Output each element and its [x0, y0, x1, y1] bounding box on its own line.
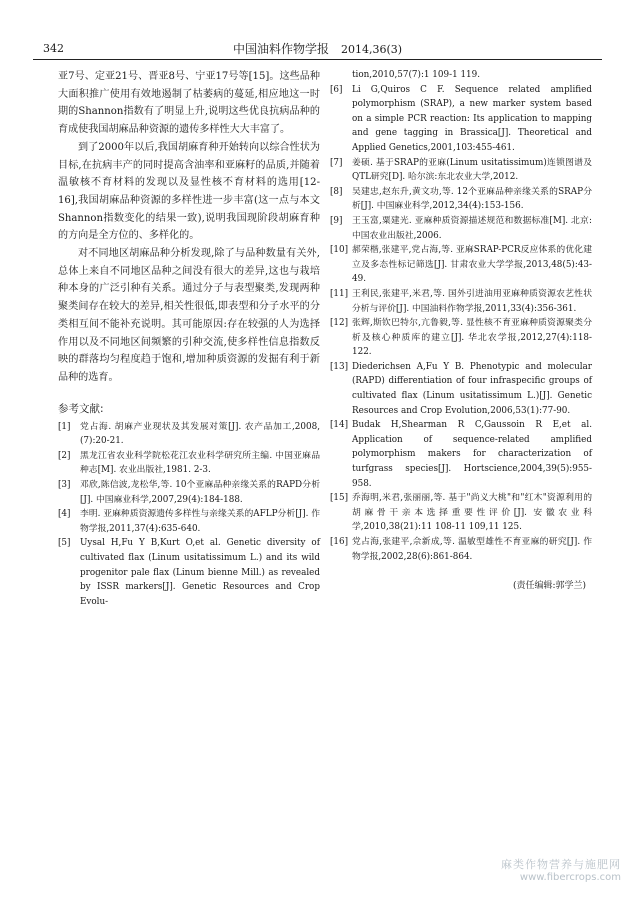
watermark: [501, 856, 621, 883]
reference-number: [6]: [330, 84, 343, 95]
journal-title: 中国油料作物学报: [232, 42, 329, 56]
editor-credit: (责任编辑:郭学兰): [512, 581, 586, 592]
reference-item: [330, 360, 592, 418]
body-paragraph: 到了2000年以后,我国胡麻育种开始转向以综合性状为目标,在抗病丰产的同时提高含油率和亚麻籽的品质,并随着温敏核不育材料的发现以及显性核不育材料的选用[12-16],我国胡麻品种资源的多样性进一步丰富(这一点与本文Shannon指数变化的结果一致),说明我国现阶段胡麻育种的方向是全方位的、多样化的。: [58, 141, 320, 242]
reference-item: [58, 478, 320, 507]
reference-item: [58, 507, 320, 536]
reference-text: 邓欣,陈信波,龙松华,等. 10个亚麻品种亲缘关系的RAPD分析[J]. 中国麻业科学,2007,29(4):184-188.: [80, 480, 320, 505]
reference-text: 姜硕. 基于SRAP的亚麻(Linum usitatissimum)连锁图谱及QTL研究[D]. 哈尔滨:东北农业大学,2012.: [352, 157, 592, 183]
reference-item: [58, 449, 320, 478]
body-paragraph: 亚7号、定亚21号、晋亚8号、宁亚17号等[15]。这些品种大面积推广使用有效地遏制了枯萎病的蔓延,相应地这一时期的Shannon指数有了明显上升,说明这些优良抗病品种的育成使我国胡麻品种资源的遗传多样性大大丰富了。: [58, 71, 320, 136]
left-column: [58, 68, 320, 609]
journal-title-line: [33, 40, 602, 57]
reference-text: Uysal H,Fu Y B,Kurt O,et al. Genetic diversity of cultivated flax (Linum usitatissimum L.) and its wild progenitor pale flax (Linum bienne Mill.) as revealed by ISSR markers[J]. Genetic Resources and Crop Evolu-: [80, 538, 320, 607]
reference-number: [12]: [330, 318, 349, 329]
reference-text: Li G,Quiros C F. Sequence related amplified polymorphism (SRAP), a new marker system based on a simple PCR reaction: Its application to mapping and gene tagging in Brassica[J]. Theoretical and Applied Genetics,2001,103:455-461.: [352, 84, 592, 153]
reference-number: [16]: [330, 537, 349, 547]
reference-number: [1]: [58, 421, 71, 432]
page-header: [33, 38, 602, 60]
reference-text: Diederichsen A,Fu Y B. Phenotypic and molecular (RAPD) differentiation of four infraspecific groups of cultivated flax (Linum usitatissimum L.)[J]. Genetic Resources and Crop Evolution,2006,53(1):77-90.: [352, 361, 592, 416]
reference-number: [7]: [330, 157, 343, 168]
reference-item: [330, 535, 592, 564]
reference-number: [10]: [330, 245, 349, 256]
page-number: 342: [43, 42, 64, 55]
reference-number: [4]: [58, 509, 71, 520]
reference-item: [330, 156, 592, 185]
references-heading: 参考文献:: [58, 402, 104, 415]
reference-number: [13]: [330, 361, 349, 372]
reference-text: 党占海. 胡麻产业现状及其发展对策[J]. 农产品加工,2008,(7):20-21.: [80, 421, 320, 447]
reference-item: [58, 536, 320, 609]
reference-number: [2]: [58, 450, 71, 461]
reference-item: [330, 491, 592, 535]
reference-text: 党占海,张建平,佘新成,等. 温敏型雄性不育亚麻的研究[J]. 作物学报,2002,28(6):861-864.: [352, 537, 592, 562]
reference-item: [330, 418, 592, 491]
reference-number: [11]: [330, 288, 349, 299]
reference-item: [330, 287, 592, 316]
reference-item: [330, 214, 592, 243]
reference-text: Budak H,Shearman R C,Gaussoin R E,et al. Application of sequence-related amplified polymorphism makers for characterization of turfgrass species[J]. Hortscience,2004,39(5):955-958.: [352, 420, 592, 489]
reference-item: [330, 83, 592, 156]
reference-item: [330, 316, 592, 360]
reference-text: 李明. 亚麻种质资源遗传多样性与亲缘关系的AFLP分析[J]. 作物学报,2011,37(4):635-640.: [80, 509, 320, 534]
reference-text: 王利民,张建平,米君,等. 国外引进油用亚麻种质资源农艺性状分析与评价[J]. 中国油料作物学报,2011,33(4):356-361.: [352, 288, 592, 314]
watermark-title: 麻类作物营养与施肥网: [501, 858, 621, 871]
reference-text: 王玉富,粟建光. 亚麻种质资源描述规范和数据标准[M]. 北京:中国农业出版社,2006.: [352, 215, 592, 241]
watermark-url: www.fibercrops.com: [519, 872, 621, 883]
reference-item: [58, 420, 320, 449]
reference-number: [8]: [330, 186, 343, 197]
reference-text: 黑龙江省农业科学院松花江农业科学研究所主编. 中国亚麻品种志[M]. 农业出版社,1981. 2-3.: [80, 450, 320, 476]
reference-item: [330, 185, 592, 214]
body-paragraph: 对不同地区胡麻品种分析发现,除了与品种数量有关外,总体上来自不同地区品种之间没有很大的差异,这也与栽培种本身的广泛引种有关系。通过分子与表型聚类,发现两种聚类间存在较大的差异,相关性很低,即表型和分子水平的分类相互间不能补充说明。其可能原因:存在较强的人为选择作用以及不同地区间频繁的引种交流,使多样性信息指数反映的群落均匀程度趋于饱和,增加种质资源的发掘有利于新品种的选育。: [58, 248, 320, 383]
journal-volume: 2014,36(3): [340, 43, 403, 56]
reference-number: [3]: [58, 480, 71, 491]
reference-number: [9]: [330, 215, 343, 226]
reference-number: [15]: [330, 493, 349, 504]
reference-continuation: [330, 68, 592, 83]
reference-text: 郝荣楷,张建平,党占海,等. 亚麻SRAP-PCR反应体系的优化建立及多态性标记筛选[J]. 甘肃农业大学学报,2013,48(5):43-49.: [352, 245, 592, 285]
header-rule: [33, 59, 602, 60]
right-column: [330, 68, 592, 591]
reference-item: [330, 243, 592, 287]
reference-number: [14]: [330, 420, 349, 431]
reference-number: [5]: [58, 538, 71, 549]
reference-text: 乔海明,米君,张丽丽,等. 基于"尚义大桃"和"红木"资源利用的胡麻骨干亲本选择重要性评价[J]. 安徽农业科学,2010,38(21):11 108-11 109,11 125.: [352, 493, 592, 533]
reference-text: 吴建忠,赵东升,黄文功,等. 12个亚麻品种亲缘关系的SRAP分析[J]. 中国麻业科学,2012,34(4):153-156.: [352, 186, 592, 212]
reference-text: 张辉,斯钦巴特尔,亢鲁毅,等. 显性核不育亚麻种质资源聚类分析及核心种质库的建立[J]. 华北农学报,2012,27(4):118-122.: [352, 318, 592, 358]
reference-text: tion,2010,57(7):1 109-1 119.: [352, 70, 481, 80]
